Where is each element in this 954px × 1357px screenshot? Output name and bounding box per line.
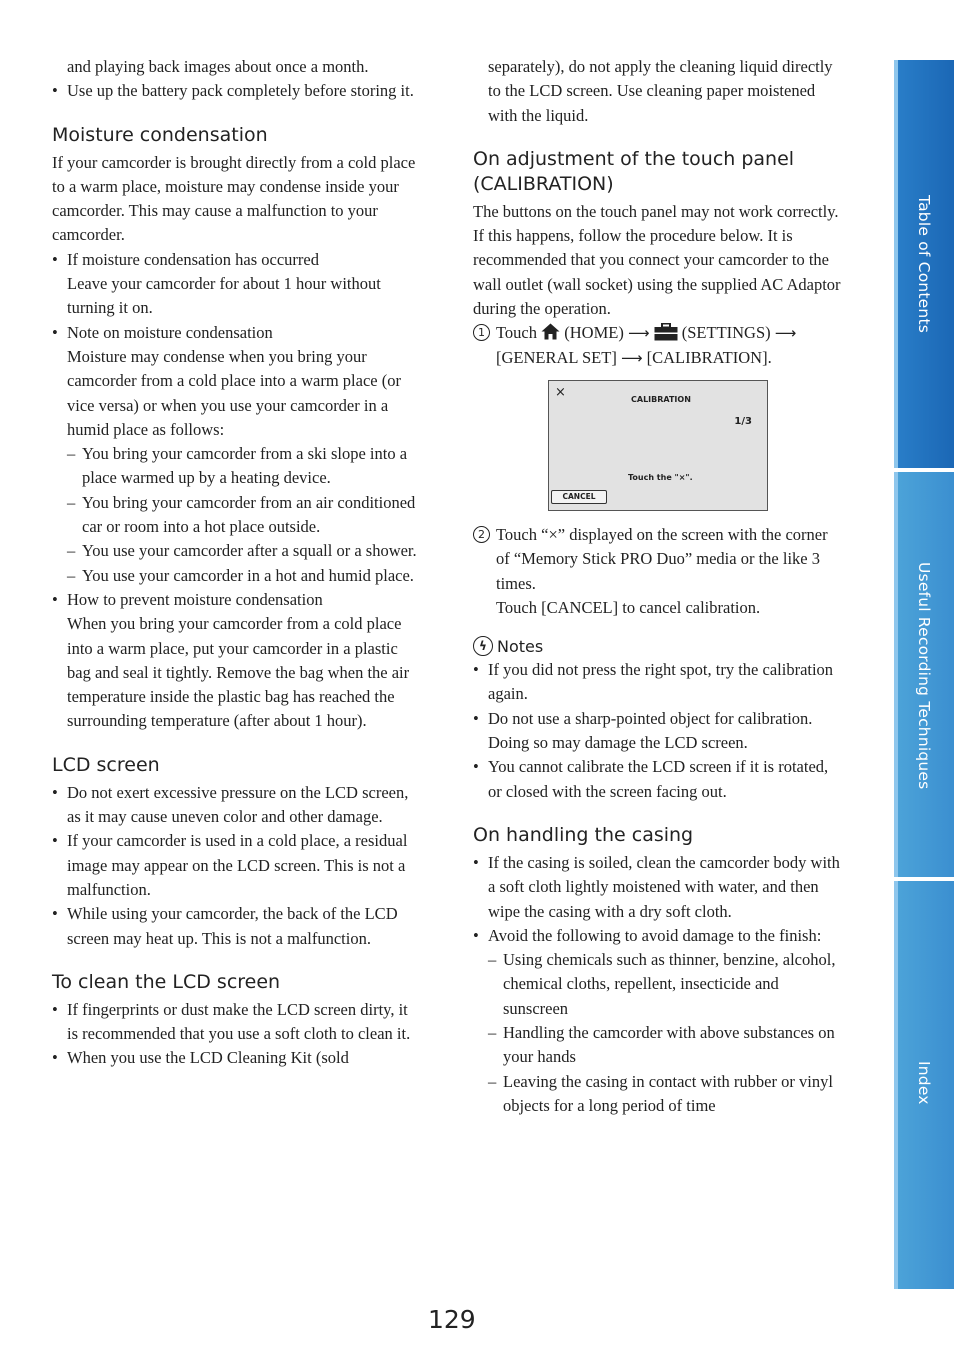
calibration-screen-illustration (548, 380, 768, 511)
list-item: • While using your camcorder, the back of the LCD screen may heat up. This is not a malfunction. (52, 902, 422, 951)
list-item: • When you use the LCD Cleaning Kit (sold (52, 1046, 422, 1070)
moisture-paragraph: If your camcorder is brought directly from a cold place to a warm place, moisture may condense inside your camcorder. This may cause a malfunction to your camcorder. (52, 152, 416, 245)
list-item: • Use up the battery pack completely before storing it. (52, 79, 422, 103)
close-icon: × (555, 384, 566, 400)
right-column (473, 55, 845, 1118)
list-item-text: When you bring your camcorder from a cold place into a warm place, put your camcorder in a plastic bag and seal it tightly. Remove the bag when the air temperature inside the plastic bag has reached the surrounding temperature (after about 1 hour). (67, 614, 410, 731)
moisture-list (52, 248, 422, 734)
step-number: 2 (473, 526, 490, 543)
clean-continuation: separately), do not apply the cleaning liquid directly to the LCD screen. Use cleaning paper moistened with the liquid. (488, 57, 833, 125)
tab-label: Useful Recording Techniques (915, 562, 933, 790)
dash-item: – You bring your camcorder from an air conditioned car or room into a hot place outside. (67, 491, 422, 540)
step-touch-text: Touch (496, 323, 538, 343)
step-cancel-text: Touch [CANCEL] to cancel calibration. (496, 597, 761, 617)
intro-list (52, 79, 422, 103)
tab-label: Index (915, 1061, 933, 1105)
lcd-heading: LCD screen (52, 753, 160, 776)
list-item-title: • Note on moisture condensation (67, 322, 273, 342)
clean-heading: To clean the LCD screen (52, 970, 281, 993)
notes-list (473, 658, 845, 804)
page-number: 129 (428, 1305, 476, 1334)
notes-heading: Notes (497, 636, 544, 656)
home-icon (541, 323, 560, 340)
tab-table-of-contents[interactable] (894, 60, 954, 468)
left-column (52, 55, 422, 1071)
list-item (473, 924, 845, 1118)
list-item (52, 321, 422, 588)
list-item: • If your camcorder is used in a cold place, a residual image may appear on the LCD screen. This is not a malfunction. (52, 829, 422, 902)
list-item (52, 248, 422, 321)
tab-index[interactable] (894, 881, 954, 1289)
screen-page-indicator: 1/3 (734, 415, 752, 427)
list-item-title: • If moisture condensation has occurred (67, 249, 319, 269)
calibration-paragraph: The buttons on the touch panel may not work correctly. If this happens, follow the procedure below. It is recommended that you connect your camcorder to the wall outlet (wall socket) using the supplied AC Adaptor during the operation. (473, 201, 841, 319)
calibration-step-1 (473, 321, 845, 370)
list-item-text: Moisture may condense when you bring your camcorder from a cold place into a warm place (or vice versa) or when you use your camcorder in a humid place as follows: (67, 346, 401, 439)
list-item: • Do not exert excessive pressure on the LCD screen, as it may cause uneven color and other damage. (52, 781, 422, 830)
lcd-list (52, 781, 422, 951)
list-item-text: • Avoid the following to avoid damage to the finish: (488, 925, 822, 945)
dash-item: – You bring your camcorder from a ski slope into a place warmed up by a heating device. (67, 442, 422, 491)
dash-item: – You use your camcorder in a hot and humid place. (67, 564, 422, 588)
dash-item: – Handling the camcorder with above substances on your hands (488, 1021, 845, 1070)
step-number: 1 (473, 324, 490, 341)
list-item: • Do not use a sharp-pointed object for calibration. Doing so may damage the LCD screen. (473, 707, 845, 756)
screen-instruction: Touch the "×". (628, 472, 693, 482)
list-item-title: • How to prevent moisture condensation (67, 589, 323, 609)
moisture-dash-list (67, 442, 422, 588)
tab-useful-recording-techniques[interactable] (894, 472, 954, 877)
casing-heading: On handling the casing (473, 823, 694, 846)
list-item: • If fingerprints or dust make the LCD screen dirty, it is recommended that you use a soft cloth to clean it. (52, 998, 422, 1047)
arrow-right-icon: ⟶ (620, 348, 643, 367)
arrow-right-icon: ⟶ (774, 324, 797, 343)
list-item: • If you did not press the right spot, try the calibration again. (473, 658, 845, 707)
intro-continuation: and playing back images about once a month. (67, 57, 369, 76)
toolbox-icon (654, 323, 678, 341)
moisture-heading: Moisture condensation (52, 123, 268, 146)
list-item-text: Leave your camcorder for about 1 hour without turning it on. (67, 274, 381, 318)
calibration-heading: On adjustment of the touch panel (CALIBRATION) (473, 147, 795, 195)
notes-header (473, 636, 845, 656)
step-calibration-label: [CALIBRATION]. (646, 347, 772, 367)
list-item: • If the casing is soiled, clean the camcorder body with a soft cloth lightly moistened with water, and then wipe the casing with a dry soft cloth. (473, 851, 845, 924)
dash-item: – You use your camcorder after a squall or a shower. (67, 539, 422, 563)
screen-title: CALIBRATION (631, 394, 691, 404)
step-home-label: (HOME) (564, 323, 624, 343)
dash-item: – Using chemicals such as thinner, benzine, alcohol, chemical cloths, repellent, insecticide and sunscreen (488, 948, 845, 1021)
list-item: • You cannot calibrate the LCD screen if it is rotated, or closed with the screen facing out. (473, 755, 845, 804)
step-text: Touch “×” displayed on the screen with the corner of “Memory Stick PRO Duo” media or the like 3 times. (496, 524, 828, 593)
clean-list (52, 998, 422, 1071)
tab-label: Table of Contents (915, 195, 933, 333)
casing-list (473, 851, 845, 1118)
step-general-label: [GENERAL SET] (496, 347, 617, 367)
arrow-right-icon: ⟶ (627, 324, 650, 343)
notes-lightning-icon: ϟ (473, 636, 493, 656)
screen-cancel-button: CANCEL (551, 490, 607, 504)
casing-dash-list (488, 948, 845, 1118)
dash-item: – Leaving the casing in contact with rubber or vinyl objects for a long period of time (488, 1070, 845, 1119)
calibration-step-2 (473, 523, 845, 620)
list-item (52, 588, 422, 734)
step-settings-label: (SETTINGS) (681, 323, 771, 343)
